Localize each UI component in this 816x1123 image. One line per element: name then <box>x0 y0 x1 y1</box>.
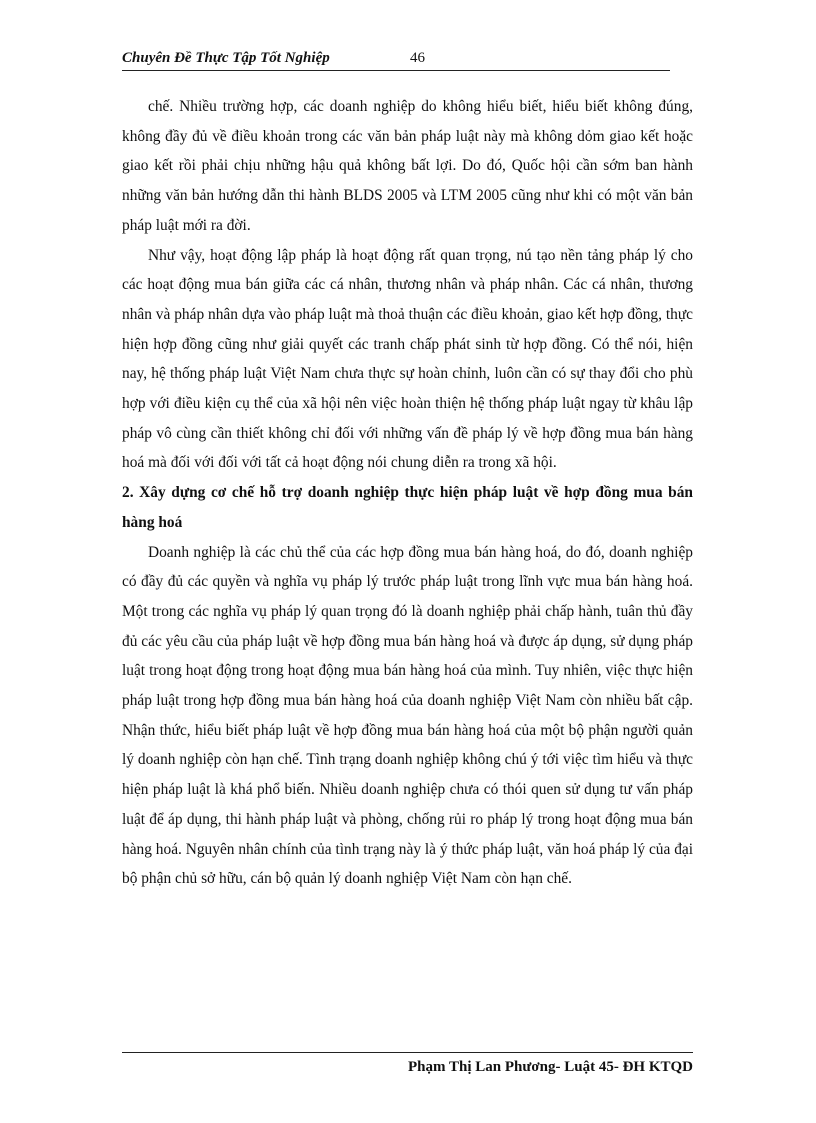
footer-author: Phạm Thị Lan Phương- Luật 45- ĐH KTQD <box>408 1059 693 1075</box>
page-number: 46 <box>410 50 425 66</box>
paragraph-enterprise: Doanh nghiệp là các chủ thể của các hợp đồng mua bán hàng hoá, do đó, doanh nghiệp có đầy đủ các quyền và nghĩa vụ pháp lý trước pháp luật trong lĩnh vực mua bán hàng hoá. Một trong các nghĩa vụ pháp lý quan trọng đó là doanh nghiệp phải chấp hành, tuân thủ đầy đủ các yêu cầu của pháp luật về hợp đồng mua bán hàng hoá và được áp dụng, sử dụng pháp luật trong hoạt động trong hoạt động mua bán hàng hoá của mình. Tuy nhiên, việc thực hiện pháp luật trong hợp đồng mua bán hàng hoá của doanh nghiệp Việt Nam còn nhiều bất cập. Nhận thức, hiểu biết pháp luật về hợp đồng mua bán hàng hoá của một bộ phận người quản lý doanh nghiệp còn hạn chế. Tình trạng doanh nghiệp không chú ý tới việc tìm hiểu và thực hiện pháp luật là khá phổ biến. Nhiều doanh nghiệp chưa có thói quen sử dụng tư vấn pháp luật để áp dụng, thi hành pháp luật và phòng, chống rủi ro pháp lý trong hoạt động mua bán hàng hoá. Nguyên nhân chính của tình trạng này là ý thức pháp luật, văn hoá pháp lý của đại bộ phận chủ sở hữu, cán bộ quản lý doanh nghiệp Việt Nam còn hạn chế. <box>122 543 693 888</box>
paragraph-legislation: Như vậy, hoạt động lập pháp là hoạt động rất quan trọng, nú tạo nền tảng pháp lý cho các hoạt động mua bán giữa các cá nhân, thương nhân và pháp nhân. Các cá nhân, thương nhân và pháp nhân dựa vào pháp luật mà thoả thuận các điều khoản, giao kết hợp đồng, thực hiện hợp đồng cũng như giải quyết các tranh chấp phát sinh từ hợp đồng. Có thể nói, hiện nay, hệ thống pháp luật Việt Nam chưa thực sự hoàn chỉnh, luôn cần có sự thay đổi cho phù hợp với điều kiện cụ thể của xã hội nên việc hoàn thiện hệ thống pháp luật ngay từ khâu lập pháp vô cùng cần thiết không chỉ đối với những vấn đề pháp lý về hợp đồng mua bán hàng hoá mà đối với đối với tất cả hoạt động nói chung diễn ra trong xã hội. <box>122 246 693 472</box>
page-footer <box>122 1052 693 1075</box>
page-header <box>122 48 670 71</box>
header-title: Chuyên Đề Thực Tập Tốt Nghiệp <box>122 50 330 66</box>
paragraph-continuation: chế. Nhiều trường hợp, các doanh nghiệp do không hiểu biết, hiểu biết không đúng, không đầy đủ về điều khoản trong các văn bản pháp luật này mà không dỏm giao kết hoặc giao kết rồi phải chịu những hậu quả không bất lợi. Do đó, Quốc hội cần sớm ban hành những văn bản hướng dẫn thi hành BLDS 2005 và LTM 2005 cũng như khi có một văn bản pháp luật mới ra đời. <box>122 98 693 234</box>
document-body <box>122 92 693 894</box>
section-heading: 2. Xây dựng cơ chế hỗ trợ doanh nghiệp thực hiện pháp luật về hợp đồng mua bán hàng hoá <box>122 484 693 531</box>
